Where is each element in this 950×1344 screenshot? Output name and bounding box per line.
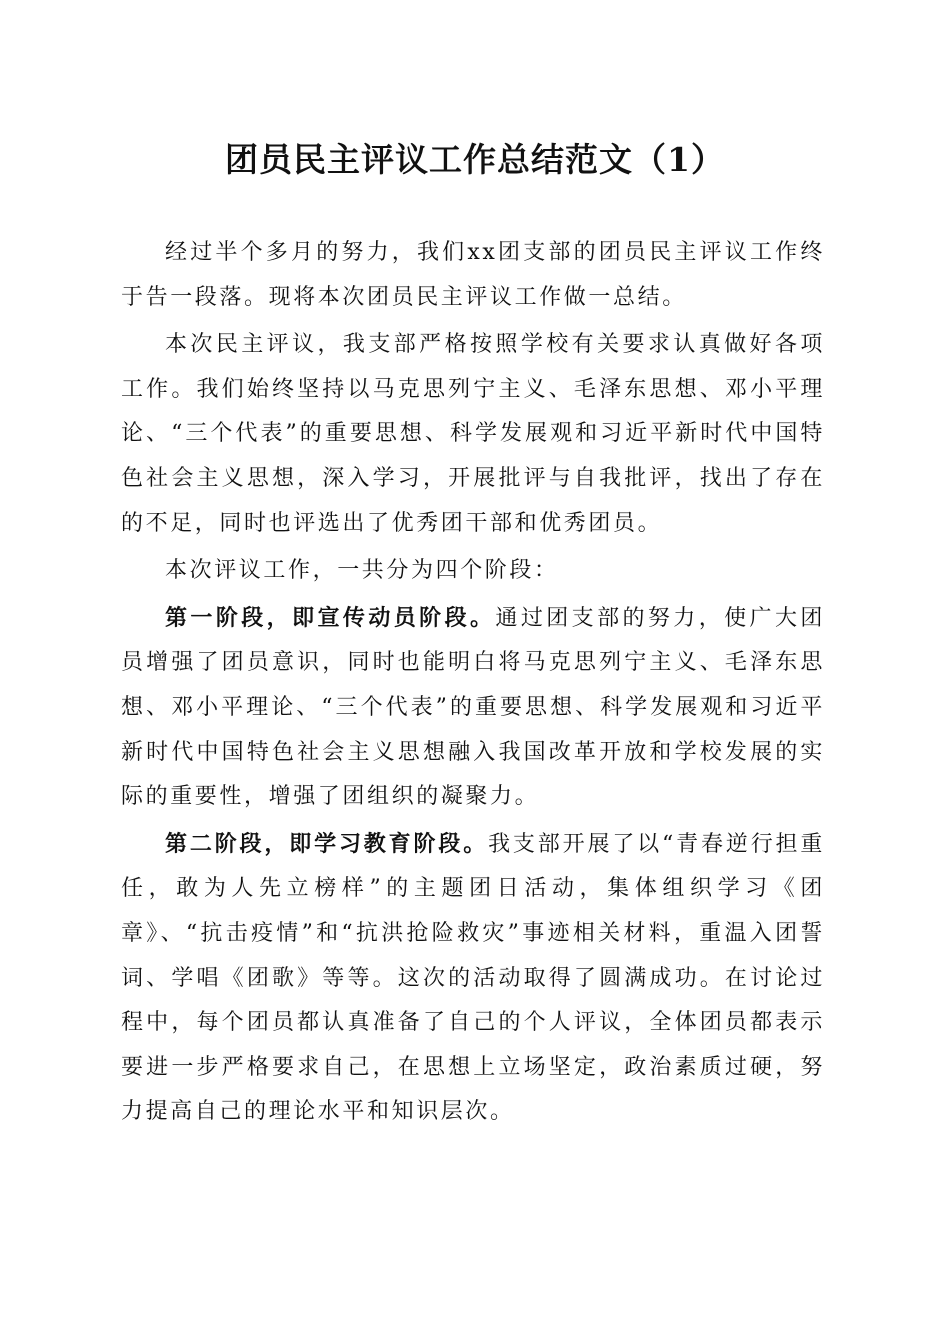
paragraph-lead: 第一阶段，即宣传动员阶段。 bbox=[165, 604, 496, 631]
paragraph-text: 本次民主评议，我支部严格按照学校有关要求认真做好各项工作。我们始终坚持以马克思列宁主义、毛泽东思想、邓小平理论、“三个代表”的重要思想、科学发展观和习近平新时代中国特色社会主义思想，深入学习，开展批评与自我批评，找出了存在的不足，同时也评选出了优秀团干部和优秀团员。 bbox=[121, 332, 825, 536]
paragraph-stage-two bbox=[121, 822, 825, 1135]
paragraph-overview bbox=[121, 322, 825, 546]
document-body bbox=[121, 230, 825, 1137]
paragraph-text: 本次评议工作，一共分为四个阶段： bbox=[165, 558, 559, 584]
paragraph-text: 通过团支部的努力，使广大团员增强了团员意识，同时也能明白将马克思列宁主义、毛泽东思想、邓小平理论、“三个代表”的重要思想、科学发展观和习近平新时代中国特色社会主义思想融入我国改革开放和学校发展的实际的重要性，增强了团组织的凝聚力。 bbox=[121, 605, 825, 810]
paragraph-stage-one bbox=[121, 596, 825, 820]
paragraph-text: 我支部开展了以“青春逆行担重任，敢为人先立榜样”的主题团日活动，集体组织学习《团章》、“抗击疫情”和“抗洪抢险救灾”事迹相关材料，重温入团誓词、学唱《团歌》等等。这次的活动取得了圆满成功。在讨论过程中，每个团员都认真准备了自己的个人评议，全体团员都表示要进一步严格要求自己，在思想上立场坚定，政治素质过硬，努力提高自己的理论水平和知识层次。 bbox=[121, 831, 825, 1125]
paragraph-lead: 第二阶段，即学习教育阶段。 bbox=[165, 830, 489, 857]
paragraph-intro bbox=[121, 230, 825, 320]
document-title: 团员民主评议工作总结范文（1） bbox=[225, 140, 725, 179]
paragraph-text: 经过半个多月的努力，我们xx团支部的团员民主评议工作终于告一段落。现将本次团员民主评议工作做一总结。 bbox=[121, 240, 825, 310]
paragraph-stages-intro bbox=[121, 548, 825, 594]
